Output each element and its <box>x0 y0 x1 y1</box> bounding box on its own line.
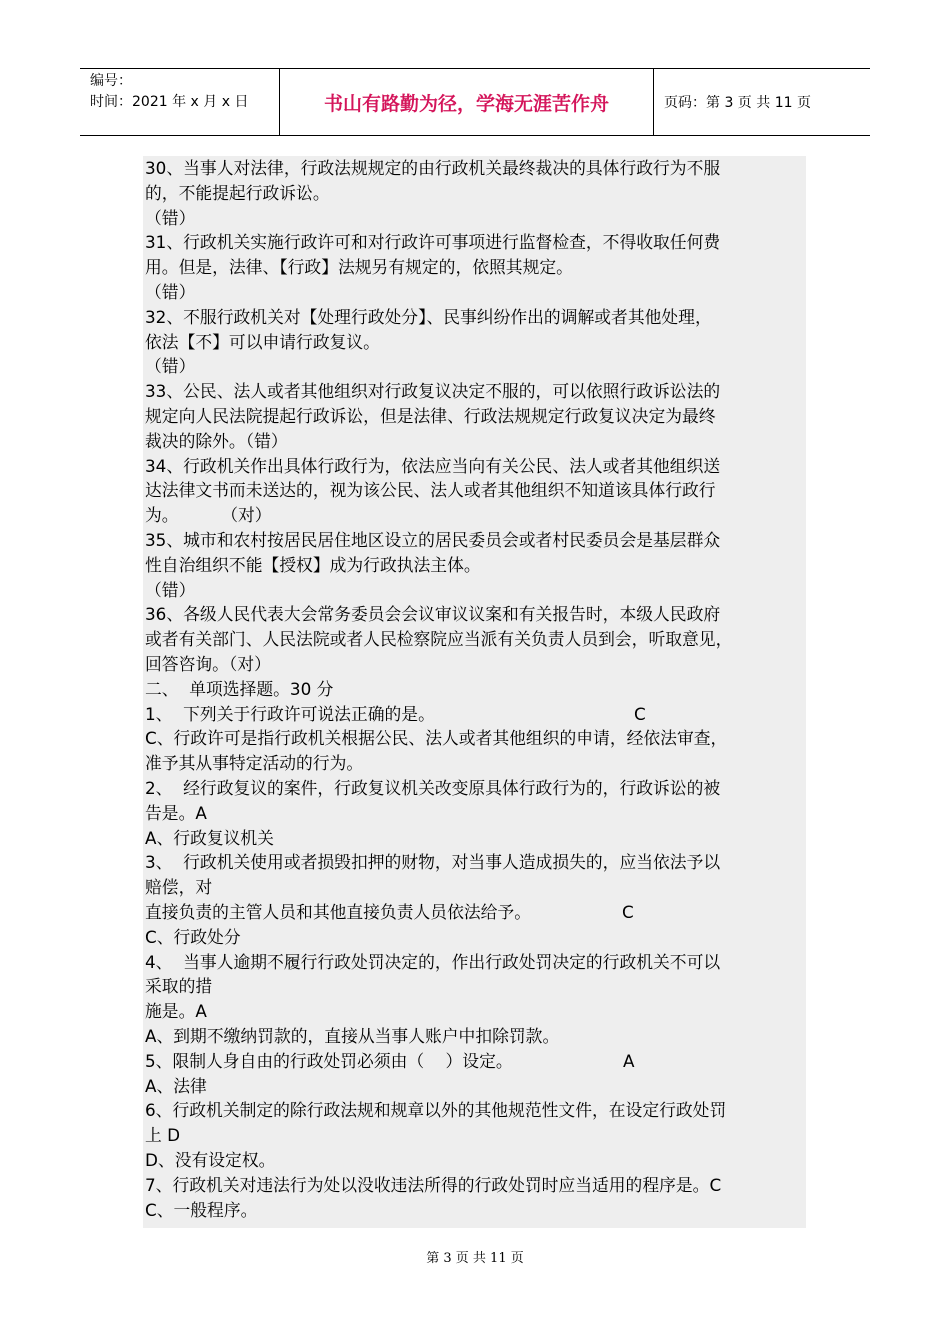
text-line: 上 D <box>145 1125 181 1146</box>
text-line: 达法律文书而未送达的，视为该公民、法人或者其他组织不知道该具体行政行 <box>145 480 716 501</box>
text-line: 1、 下列关于行政许可说法正确的是。 <box>145 703 435 724</box>
text-line: 回答咨询。（对） <box>145 654 271 674</box>
answer-letter: C <box>622 902 634 922</box>
text-line: 告是。A <box>145 802 207 823</box>
text-line: 性自治组织不能【授权】成为行政执法主体。 <box>145 554 481 575</box>
text-line: 或者有关部门、人民法院或者人民检察院应当派有关负责人员到会，听取意见， <box>145 629 733 650</box>
text-line: 4、 当事人逾期不履行行政处罚决定的，作出行政处罚决定的行政机关不可以 <box>145 951 721 972</box>
page-info: 页码：第 3 页 共 11 页 <box>664 95 811 111</box>
date-label: 时间：2021 年 x 月 x 日 <box>90 94 249 110</box>
code-label: 编号： <box>90 73 132 89</box>
text-line: 采取的措 <box>145 976 213 997</box>
header-table <box>80 68 870 136</box>
text-line: C、行政处分 <box>145 926 241 947</box>
header-left-cell <box>80 69 280 135</box>
text-line: 30、当事人对法律，行政法规规定的由行政机关最终裁决的具体行政行为不服 <box>145 158 721 178</box>
text-line: （错） <box>145 282 196 302</box>
motto: 书山有路勤为径，学海无涯苦作舟 <box>280 69 654 135</box>
text-line: C、行政许可是指行政机关根据公民、法人或者其他组织的申请，经依法审查， <box>145 728 728 749</box>
text-line: （错） <box>145 356 196 377</box>
text-line: 用。但是，法律、【行政】法规另有规定的，依照其规定。 <box>145 257 573 278</box>
document-body <box>143 156 806 1228</box>
text-line: 直接负责的主管人员和其他直接负责人员依法给予。 <box>145 902 531 922</box>
text-line: 3、 行政机关使用或者损毁扣押的财物，对当事人造成损失的，应当依法予以 <box>145 852 721 873</box>
text-line: C、一般程序。 <box>145 1199 258 1220</box>
text-line: 32、不服行政机关对【处理行政处分】、民事纠纷作出的调解或者其他处理， <box>145 306 712 327</box>
text-line: 36、各级人民代表大会常务委员会会议审议议案和有关报告时，本级人民政府 <box>145 604 721 625</box>
text-line: A、法律 <box>145 1075 207 1096</box>
text-line: A、行政复议机关 <box>145 827 274 848</box>
text-line: D、没有设定权。 <box>145 1150 276 1170</box>
text-line: 为。 （对） <box>145 505 272 526</box>
answer-letter: A <box>623 1050 635 1071</box>
text-line: 规定向人民法院提起行政诉讼，但是法律、行政法规规定行政复议决定为最终 <box>145 406 716 426</box>
text-line: 31、行政机关实施行政许可和对行政许可事项进行监督检查，不得收取任何费 <box>145 232 721 253</box>
page-footer: 第 3 页 共 11 页 <box>426 1251 524 1266</box>
text-line: 34、行政机关作出具体行政行为，依法应当向有关公民、法人或者其他组织送 <box>145 455 721 476</box>
text-line: 准予其从事特定活动的行为。 <box>145 753 364 774</box>
text-line: 33、公民、法人或者其他组织对行政复议决定不服的，可以依照行政诉讼法的 <box>145 381 721 402</box>
text-line: 6、行政机关制定的除行政法规和规章以外的其他规范性文件，在设定行政处罚 <box>145 1100 727 1121</box>
text-line: 赔偿，对 <box>145 877 213 898</box>
text-line: （错） <box>145 207 196 228</box>
text-line: 2、 经行政复议的案件，行政复议机关改变原具体行政行为的，行政诉讼的被 <box>145 778 721 798</box>
text-line: 施是。A <box>145 1001 207 1022</box>
text-line: 依法【不】可以申请行政复议。 <box>145 331 380 352</box>
text-line: 5、限制人身自由的行政处罚必须由（ ）设定。 <box>145 1050 513 1071</box>
text-line: 的，不能提起行政诉讼。 <box>145 182 330 203</box>
text-line: （错） <box>145 579 196 600</box>
text-line: A、到期不缴纳罚款的，直接从当事人账户中扣除罚款。 <box>145 1026 560 1046</box>
answer-letter: C <box>634 703 646 724</box>
text-line: 7、行政机关对违法行为处以没收违法所得的行政处罚时应当适用的程序是。C <box>145 1174 722 1195</box>
text-line: 裁决的除外。（错） <box>145 430 288 451</box>
text-line: 二、 单项选择题。30 分 <box>145 678 334 699</box>
text-line: 35、城市和农村按居民居住地区设立的居民委员会或者村民委员会是基层群众 <box>145 530 721 550</box>
